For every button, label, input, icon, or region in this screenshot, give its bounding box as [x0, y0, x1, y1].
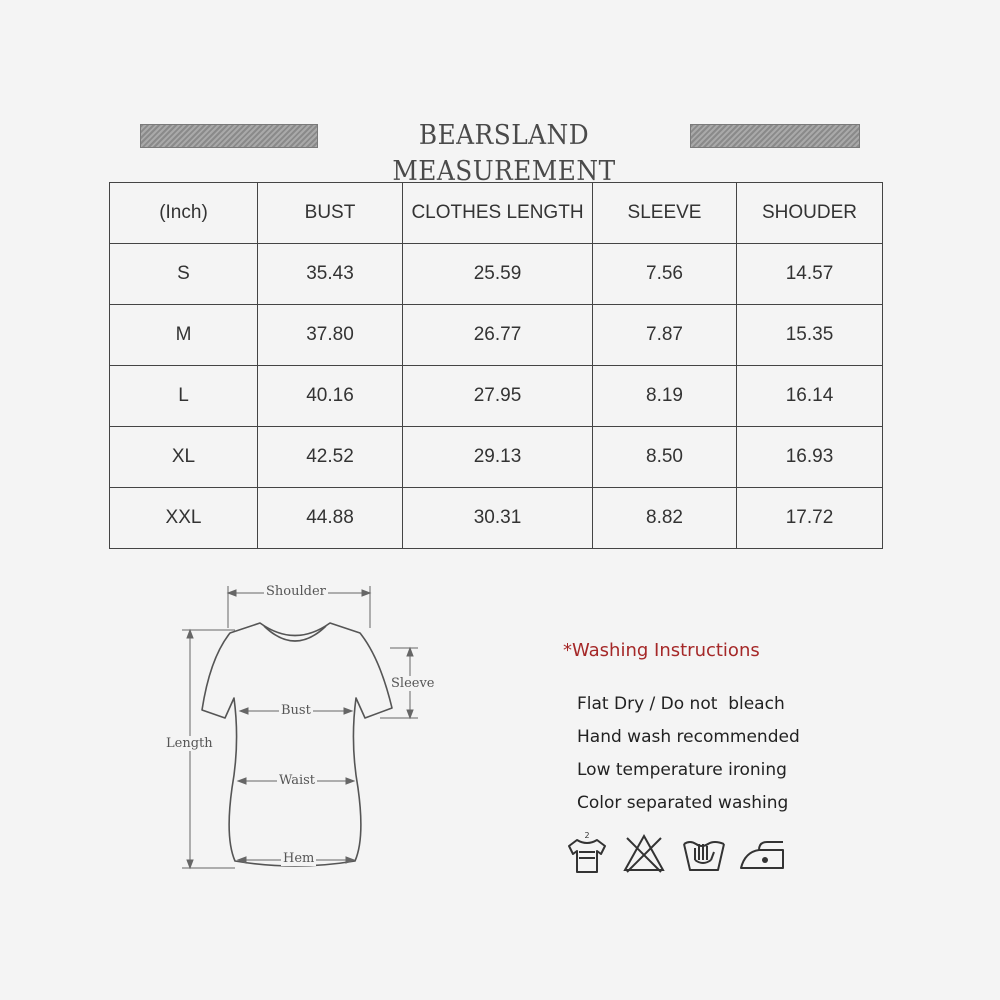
- sleeve-cell: 8.82: [593, 488, 737, 549]
- bust-cell: 35.43: [258, 244, 403, 305]
- bust-cell: 37.80: [258, 305, 403, 366]
- header-sleeve: SLEEVE: [593, 183, 737, 244]
- length-cell: 27.95: [403, 366, 593, 427]
- sleeve-cell: 8.19: [593, 366, 737, 427]
- bust-cell: 44.88: [258, 488, 403, 549]
- shoulder-cell: 14.57: [737, 244, 883, 305]
- table-row: [110, 244, 883, 305]
- flat-dry-icon: [565, 830, 609, 876]
- bust-cell: 40.16: [258, 366, 403, 427]
- shoulder-label: Shoulder: [266, 584, 326, 599]
- list-item: Flat Dry / Do not bleach: [577, 694, 785, 714]
- bust-label: Bust: [281, 703, 311, 718]
- length-cell: 30.31: [403, 488, 593, 549]
- hem-label: Hem: [283, 851, 315, 866]
- list-item: Hand wash recommended: [577, 727, 800, 747]
- size-chart-table: [109, 182, 883, 549]
- table-row: [110, 366, 883, 427]
- length-cell: 25.59: [403, 244, 593, 305]
- washing-instructions-list: [577, 688, 800, 820]
- size-cell: XL: [110, 427, 258, 488]
- sleeve-cell: 7.56: [593, 244, 737, 305]
- length-label: Length: [166, 736, 213, 751]
- sleeve-label: Sleeve: [391, 676, 435, 691]
- do-not-bleach-icon: [621, 830, 667, 876]
- list-item: Color separated washing: [577, 793, 789, 813]
- page-title: BEARSLAND MEASUREMENT: [392, 120, 616, 187]
- bust-cell: 42.52: [258, 427, 403, 488]
- size-cell: M: [110, 305, 258, 366]
- header-unit: (Inch): [110, 183, 258, 244]
- table-row: [110, 427, 883, 488]
- banner-bar-left: [140, 124, 318, 148]
- header-clothes-length: CLOTHES LENGTH: [403, 183, 593, 244]
- banner-bar-right: [690, 124, 860, 148]
- care-symbols: [565, 830, 795, 878]
- header-shoulder: SHOUDER: [737, 183, 883, 244]
- tshirt-outline-icon: [160, 578, 440, 888]
- washing-instructions-title: *Washing Instructions: [563, 640, 760, 661]
- list-item: Low temperature ironing: [577, 760, 787, 780]
- length-cell: 26.77: [403, 305, 593, 366]
- low-temperature-iron-icon: [737, 830, 789, 876]
- sleeve-cell: 8.50: [593, 427, 737, 488]
- sleeve-cell: 7.87: [593, 305, 737, 366]
- header-bust: BUST: [258, 183, 403, 244]
- shoulder-cell: 17.72: [737, 488, 883, 549]
- shoulder-cell: 16.93: [737, 427, 883, 488]
- title-banner: [140, 118, 860, 187]
- hand-wash-icon: [681, 830, 727, 876]
- waist-label: Waist: [279, 773, 316, 788]
- size-cell: L: [110, 366, 258, 427]
- length-cell: 29.13: [403, 427, 593, 488]
- table-row: [110, 488, 883, 549]
- size-cell: XXL: [110, 488, 258, 549]
- svg-text:2: 2: [584, 831, 590, 840]
- shoulder-cell: 15.35: [737, 305, 883, 366]
- size-cell: S: [110, 244, 258, 305]
- table-row: [110, 305, 883, 366]
- shoulder-cell: 16.14: [737, 366, 883, 427]
- table-header-row: [110, 183, 883, 244]
- tshirt-measurement-diagram: [160, 578, 440, 888]
